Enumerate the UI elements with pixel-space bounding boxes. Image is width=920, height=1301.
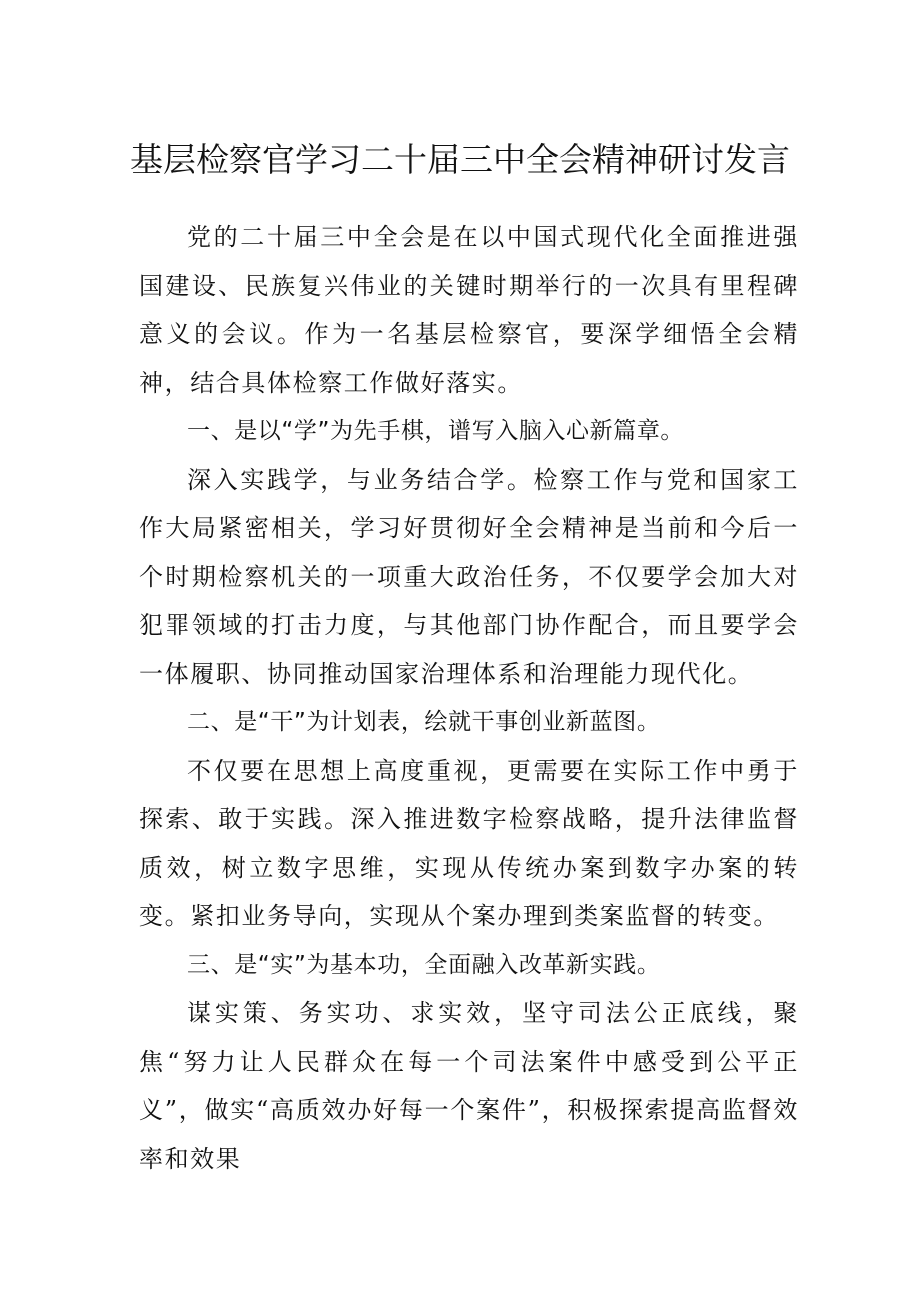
section-3-body: 谋实策、务实功、求实效，坚守司法公正底线，聚焦“努力让人民群众在每一个司法案件中感受到公平正义”，做实“高质效办好每一个案件”，积极探索提高监督效率和效果 bbox=[139, 999, 799, 1173]
section-1-body: 深入实践学，与业务结合学。检察工作与党和国家工作大局紧密相关，学习好贯彻好全会精神是当前和今后一个时期检察机关的一项重大政治任务，不仅要学会加大对犯罪领域的打击力度，与其他部门协作配合，而且要学会一体履职、协同推动国家治理体系和治理能力现代化。 bbox=[139, 465, 799, 688]
document-body bbox=[139, 213, 799, 1183]
section-2-body: 不仅要在思想上高度重视，更需要在实际工作中勇于探索、敢于实践。深入推进数字检察战略，提升法律监督质效，树立数字思维，实现从传统办案到数字办案的转变。紧扣业务导向，实现从个案办理到类案监督的转变。 bbox=[139, 756, 799, 930]
section-1-heading: 一、是以“学”为先手棋，谱写入脑入心新篇章。 bbox=[187, 418, 685, 444]
section-2-heading: 二、是“干”为计划表，绘就干事创业新蓝图。 bbox=[187, 709, 661, 735]
section-3-heading: 三、是“实”为基本功，全面融入改革新实践。 bbox=[187, 951, 661, 978]
document-title: 基层检察官学习二十届三中全会精神研讨发言 bbox=[130, 140, 790, 179]
intro-paragraph: 党的二十届三中全会是在以中国式现代化全面推进强国建设、民族复兴伟业的关键时期举行的一次具有里程碑意义的会议。作为一名基层检察官，要深学细悟全会精神，结合具体检察工作做好落实。 bbox=[139, 223, 799, 397]
